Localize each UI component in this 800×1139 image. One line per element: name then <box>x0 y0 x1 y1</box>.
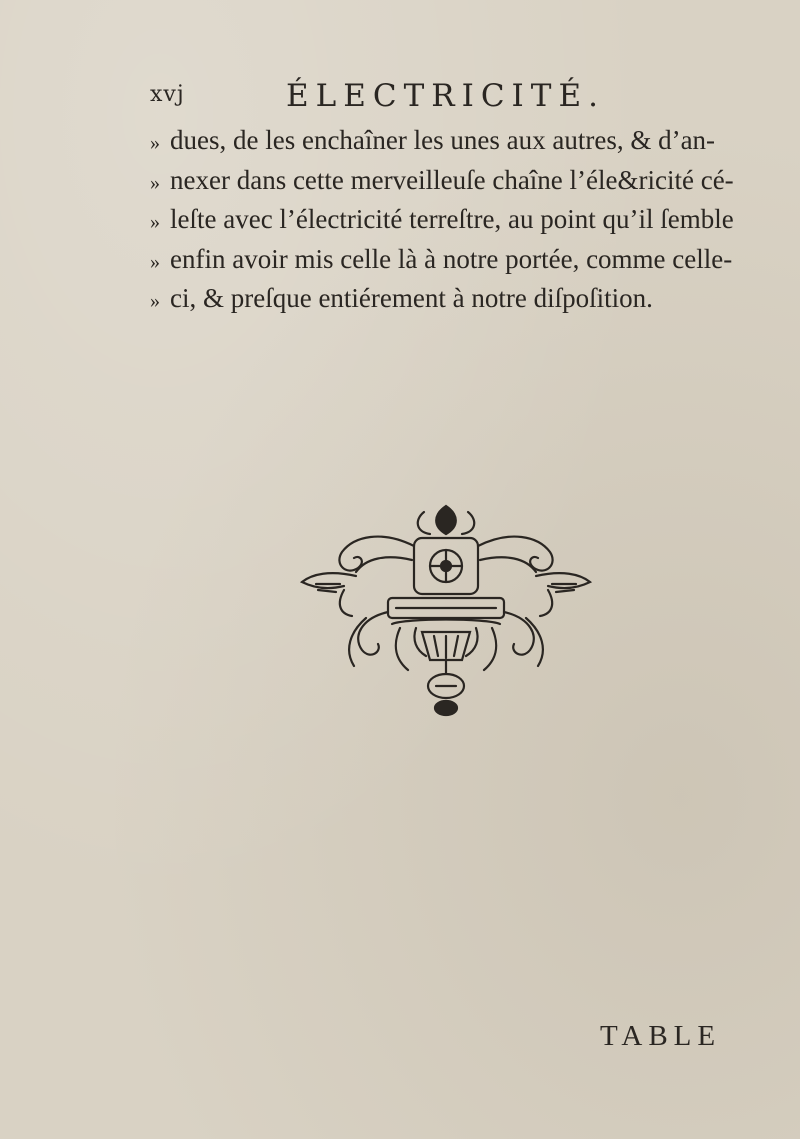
quote-mark: » <box>150 250 160 273</box>
text-line <box>150 201 734 241</box>
fleuron-ornament-icon <box>296 500 596 720</box>
text-line <box>150 162 734 202</box>
quote-mark: » <box>150 211 160 233</box>
page-number: xvj <box>150 82 185 107</box>
line-text: ci, & preſque entiérement à notre diſpoſition. <box>170 283 653 313</box>
line-text: leſte avec l’électricité terreſtre, au point qu’il ſemble <box>170 204 734 234</box>
text-line <box>150 241 733 281</box>
text-line <box>150 280 720 320</box>
text-line <box>150 122 720 162</box>
body-text <box>150 122 734 320</box>
running-title: ÉLECTRICITÉ. <box>286 78 605 114</box>
quote-mark: » <box>150 290 160 312</box>
catchword: TABLE <box>600 1020 722 1052</box>
quote-mark: » <box>150 132 160 154</box>
line-text: nexer dans cette merveilleuſe chaîne l’éle&ricité cé- <box>170 164 734 195</box>
line-text: dues, de les enchaîner les unes aux autres, & d’an- <box>170 125 716 155</box>
page-header <box>150 78 650 118</box>
line-text: enfin avoir mis celle là à notre portée, comme celle- <box>170 243 733 274</box>
quote-mark: » <box>150 171 160 194</box>
